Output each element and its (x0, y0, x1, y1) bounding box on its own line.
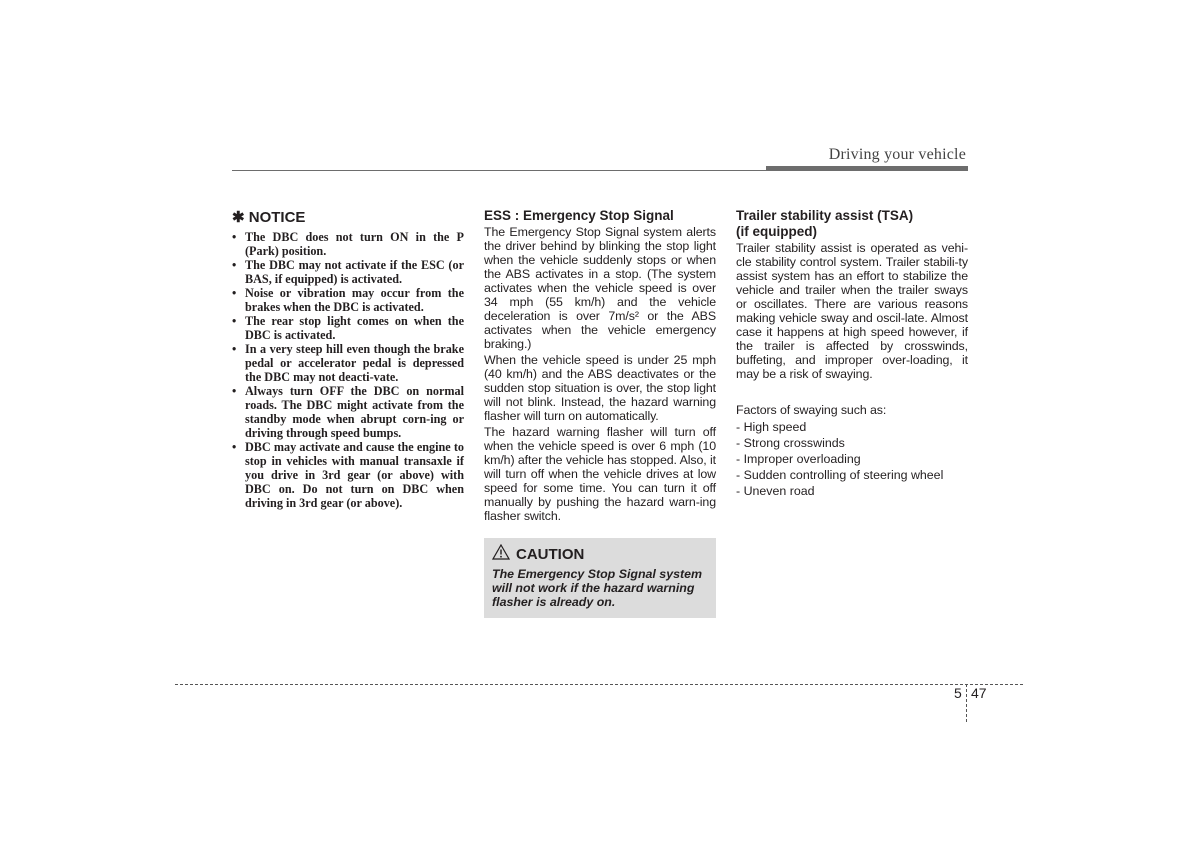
factor-item: - Uneven road (736, 484, 815, 498)
notice-heading (232, 208, 464, 226)
ess-paragraph: The Emergency Stop Signal system alerts the driver behind by blinking the stop light when the vehicle suddenly stops or when the ABS activates in a stop. (The system activates when the vehicle speed is over 34 mph (55 km/h) and the vehicle deceleration is over 7m/s² or the ABS activates when the vehicle emergency braking.) (484, 225, 716, 351)
notice-item: • Noise or vibration may occur from the brakes when the DBC is activated. (232, 286, 464, 314)
ess-title: ESS : Emergency Stop Signal (484, 208, 674, 223)
caution-heading (492, 544, 708, 565)
notice-list (232, 230, 464, 510)
ess-column (484, 208, 716, 618)
notice-title: NOTICE (248, 209, 306, 226)
header-bar (766, 166, 968, 171)
ess-paragraph: When the vehicle speed is under 25 mph (40 km/h) and the ABS deactivates or the sudden stop situation is over, the stop light will not blink. Instead, the hazard warning flasher will turn on automatically. (484, 353, 716, 423)
notice-item: • The DBC may not activate if the ESC (or BAS, if equipped) is activated. (232, 258, 464, 286)
notice-item: • The DBC does not turn ON in the P (Park) position. (232, 230, 464, 258)
notice-item: • Always turn OFF the DBC on normal roads. The DBC might activate from the standby mode when abrupt corn-ing or driving through speed bumps. (232, 384, 464, 440)
page-number: 47 (971, 685, 987, 701)
ess-paragraph: The hazard warning flasher will turn off when the vehicle speed is over 6 mph (10 km/h) after the vehicle has stopped. Also, it will turn off when the vehicle drives at low speed for some time. You can turn it off manually by pushing the hazard warn-ing flasher switch. (484, 425, 716, 523)
factors-intro: Factors of swaying such as: (736, 403, 887, 417)
notice-item: • DBC may activate and cause the engine to stop in vehicles with manual transaxle if you drive in 3rd gear (or above) with DBC on. Do not turn on DBC when driving in 3rd gear (or above). (232, 440, 464, 510)
footer-dashed-divider (966, 684, 967, 722)
tsa-title (736, 208, 968, 240)
chapter-number: 5 (954, 685, 962, 701)
notice-star-icon: ✱ (232, 209, 245, 226)
caution-text: The Emergency Stop Signal system will not work if the hazard warning flasher is already on. (492, 567, 703, 609)
tsa-title-line2: (if equipped) (736, 224, 817, 239)
caution-title: CAUTION (516, 546, 585, 563)
factor-item: - Sudden controlling of steering wheel (736, 468, 944, 482)
tsa-title-line1: Trailer stability assist (TSA) (736, 208, 914, 223)
factor-item: - Strong crosswinds (736, 436, 845, 450)
tsa-column (736, 208, 968, 499)
factor-list (736, 419, 968, 499)
notice-item: • In a very steep hill even though the brake pedal or accelerator pedal is depressed the DBC may not deacti-vate. (232, 342, 464, 384)
notice-column (232, 208, 464, 510)
caution-box (484, 538, 716, 618)
warning-triangle-icon (492, 544, 510, 565)
notice-item: • The rear stop light comes on when the DBC is activated. (232, 314, 464, 342)
factor-item: - Improper overloading (736, 452, 861, 466)
page-header-title: Driving your vehicle (828, 146, 966, 163)
factor-item: - High speed (736, 420, 807, 434)
tsa-paragraph: Trailer stability assist is operated as vehi-cle stability control system. Trailer stabili-ty assist system has an effort to stabilize the vehicle and trailer when the trailer sways or oscillates. There are various reasons making vehicle sway and oscil-late. Almost case it happens at high speed however, if the trailer is affected by crosswinds, buffeting, and improper over-loading, it may be a risk of swaying. (736, 241, 968, 381)
footer-dashed-rule (175, 684, 1023, 685)
